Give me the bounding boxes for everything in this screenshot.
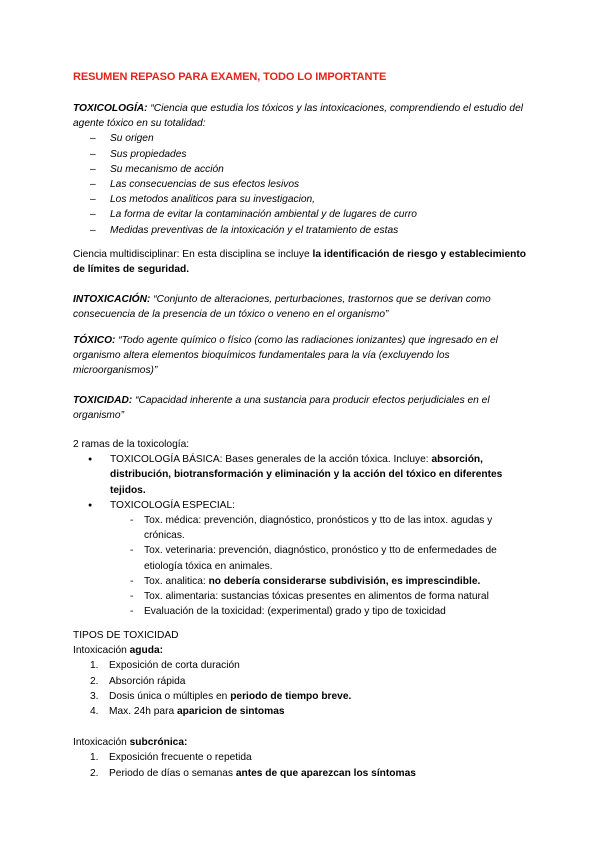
toxicidad-quote: “Capacidad inherente a una sustancia para producir efectos perjudiciales en el organismo” (73, 395, 490, 422)
list-text: Exposición frecuente o repetida (109, 752, 252, 764)
list-item (110, 574, 533, 589)
aguda-label (73, 643, 533, 658)
tipos-section (73, 628, 533, 781)
toxicologia-list (73, 131, 533, 237)
list-number: 4. (90, 706, 99, 718)
ramas-heading: 2 ramas de la toxicología: (73, 439, 190, 450)
list-item (73, 766, 533, 781)
list-item: – Sus propiedades (73, 147, 533, 162)
multidisciplinar-paragraph (73, 247, 533, 277)
toxicidad-definition (73, 393, 533, 423)
list-item: – La forma de evitar la contaminación ambiental y de lugares de curro (73, 207, 533, 222)
list-text: Dosis única o múltiples en (109, 690, 231, 702)
toxico-term: TÓXICO: (73, 335, 116, 346)
ramas-section (73, 437, 533, 619)
list-item: - Tox. alimentaria: sustancias tóxicas presentes en alimentos de forma natural (110, 589, 533, 604)
aguda-label-bold: aguda: (129, 645, 164, 657)
list-item: – Medidas preventivas de la intoxicación y el tratamiento de estas (73, 223, 533, 238)
subcronica-label-text: Intoxicación (73, 737, 130, 749)
list-number: 3. (90, 690, 99, 702)
list-item: – Los metodos analiticos para su investigacion, (73, 192, 533, 207)
list-item: – Las consecuencias de sus efectos lesivos (73, 177, 533, 192)
document-title: RESUMEN REPASO PARA EXAMEN, TODO LO IMPORTANTE (73, 71, 387, 83)
rama-especial (73, 498, 533, 620)
subcronica-label (73, 735, 533, 750)
list-text: Periodo de días o semanas (109, 767, 236, 779)
toxicologia-definition (73, 101, 533, 238)
toxicidad-term: TOXICIDAD: (73, 395, 133, 406)
intoxicacion-quote: “Conjunto de alteraciones, perturbaciones, trastornos que se derivan como consecuencia de la presencia de un tóxico o veneno en el organismo” (73, 294, 491, 321)
list-item: - Tox. veterinaria: prevención, diagnóstico, pronóstico y tto de enfermedades de etiología tóxica en animales. (110, 543, 533, 573)
list-item: - Tox. médica: prevención, diagnóstico, pronósticos y tto de las intox. agudas y crónicas. (110, 513, 533, 543)
ramas-list (73, 452, 533, 619)
rama-basica (73, 452, 533, 498)
especial-sublist (110, 513, 533, 619)
list-text: Exposición de corta duración (109, 660, 240, 672)
list-item (73, 750, 533, 765)
list-item: - Evaluación de la toxicidad: (experimental) grado y tipo de toxicidad (110, 604, 533, 619)
list-number: 2. (90, 675, 99, 687)
list-bold: periodo de tiempo breve. (230, 690, 352, 702)
list-item: – Su mecanismo de acción (73, 162, 533, 177)
toxico-definition (73, 333, 533, 379)
toxicologia-quote: “Ciencia que estudia los tóxicos y las intoxicaciones, comprendiendo el estudio del agente tóxico en su totalidad: (73, 103, 523, 130)
list-text: Max. 24h para (109, 706, 177, 718)
rama-basica-bold: absorción, distribución, biotransformación y eliminación y la acción del tóxico en diferentes tejidos. (110, 454, 503, 496)
list-bold: antes de que aparezcan los síntomas (235, 767, 416, 779)
rama-especial-label: TOXICOLOGÍA ESPECIAL: (110, 499, 235, 511)
list-item (73, 704, 533, 719)
intoxicacion-term: INTOXICACIÓN: (73, 294, 151, 305)
intoxicacion-definition (73, 292, 533, 322)
multidisciplinar-bold: la identificación de riesgo y establecimiento de límites de seguridad. (73, 249, 526, 276)
aguda-label-text: Intoxicación (73, 645, 130, 657)
list-number: 2. (90, 767, 99, 779)
list-bold: aparicion de sintomas (176, 706, 285, 718)
list-number: 1. (90, 752, 99, 764)
tipos-heading: TIPOS DE TOXICIDAD (73, 630, 179, 641)
subcronica-label-bold: subcrónica: (129, 737, 188, 749)
list-item: – Su origen (73, 131, 533, 146)
aguda-list (73, 658, 533, 719)
analitica-bold: no debería considerarse subdivisión, es imprescindible. (208, 575, 481, 587)
list-item (73, 658, 533, 673)
toxico-quote: “Todo agente químico o físico (como las radiaciones ionizantes) que ingresado en el organismo altera elementos bioquímicos fundamentales para la vía (excluyendo los microorganismos)” (73, 335, 498, 377)
toxicologia-term: TOXICOLOGÍA: (73, 103, 148, 114)
list-item (73, 674, 533, 689)
rama-basica-text: TOXICOLOGÍA BÁSICA: Bases generales de la acción tóxica. Incluye: (110, 454, 432, 466)
list-number: 1. (90, 660, 99, 672)
analitica-text: Tox. analitica: (144, 575, 209, 587)
list-item (73, 689, 533, 704)
multidisciplinar-text: Ciencia multidisciplinar: En esta disciplina se incluye (73, 249, 313, 260)
subcronica-list (73, 750, 533, 780)
list-text: Absorción rápida (109, 675, 186, 687)
